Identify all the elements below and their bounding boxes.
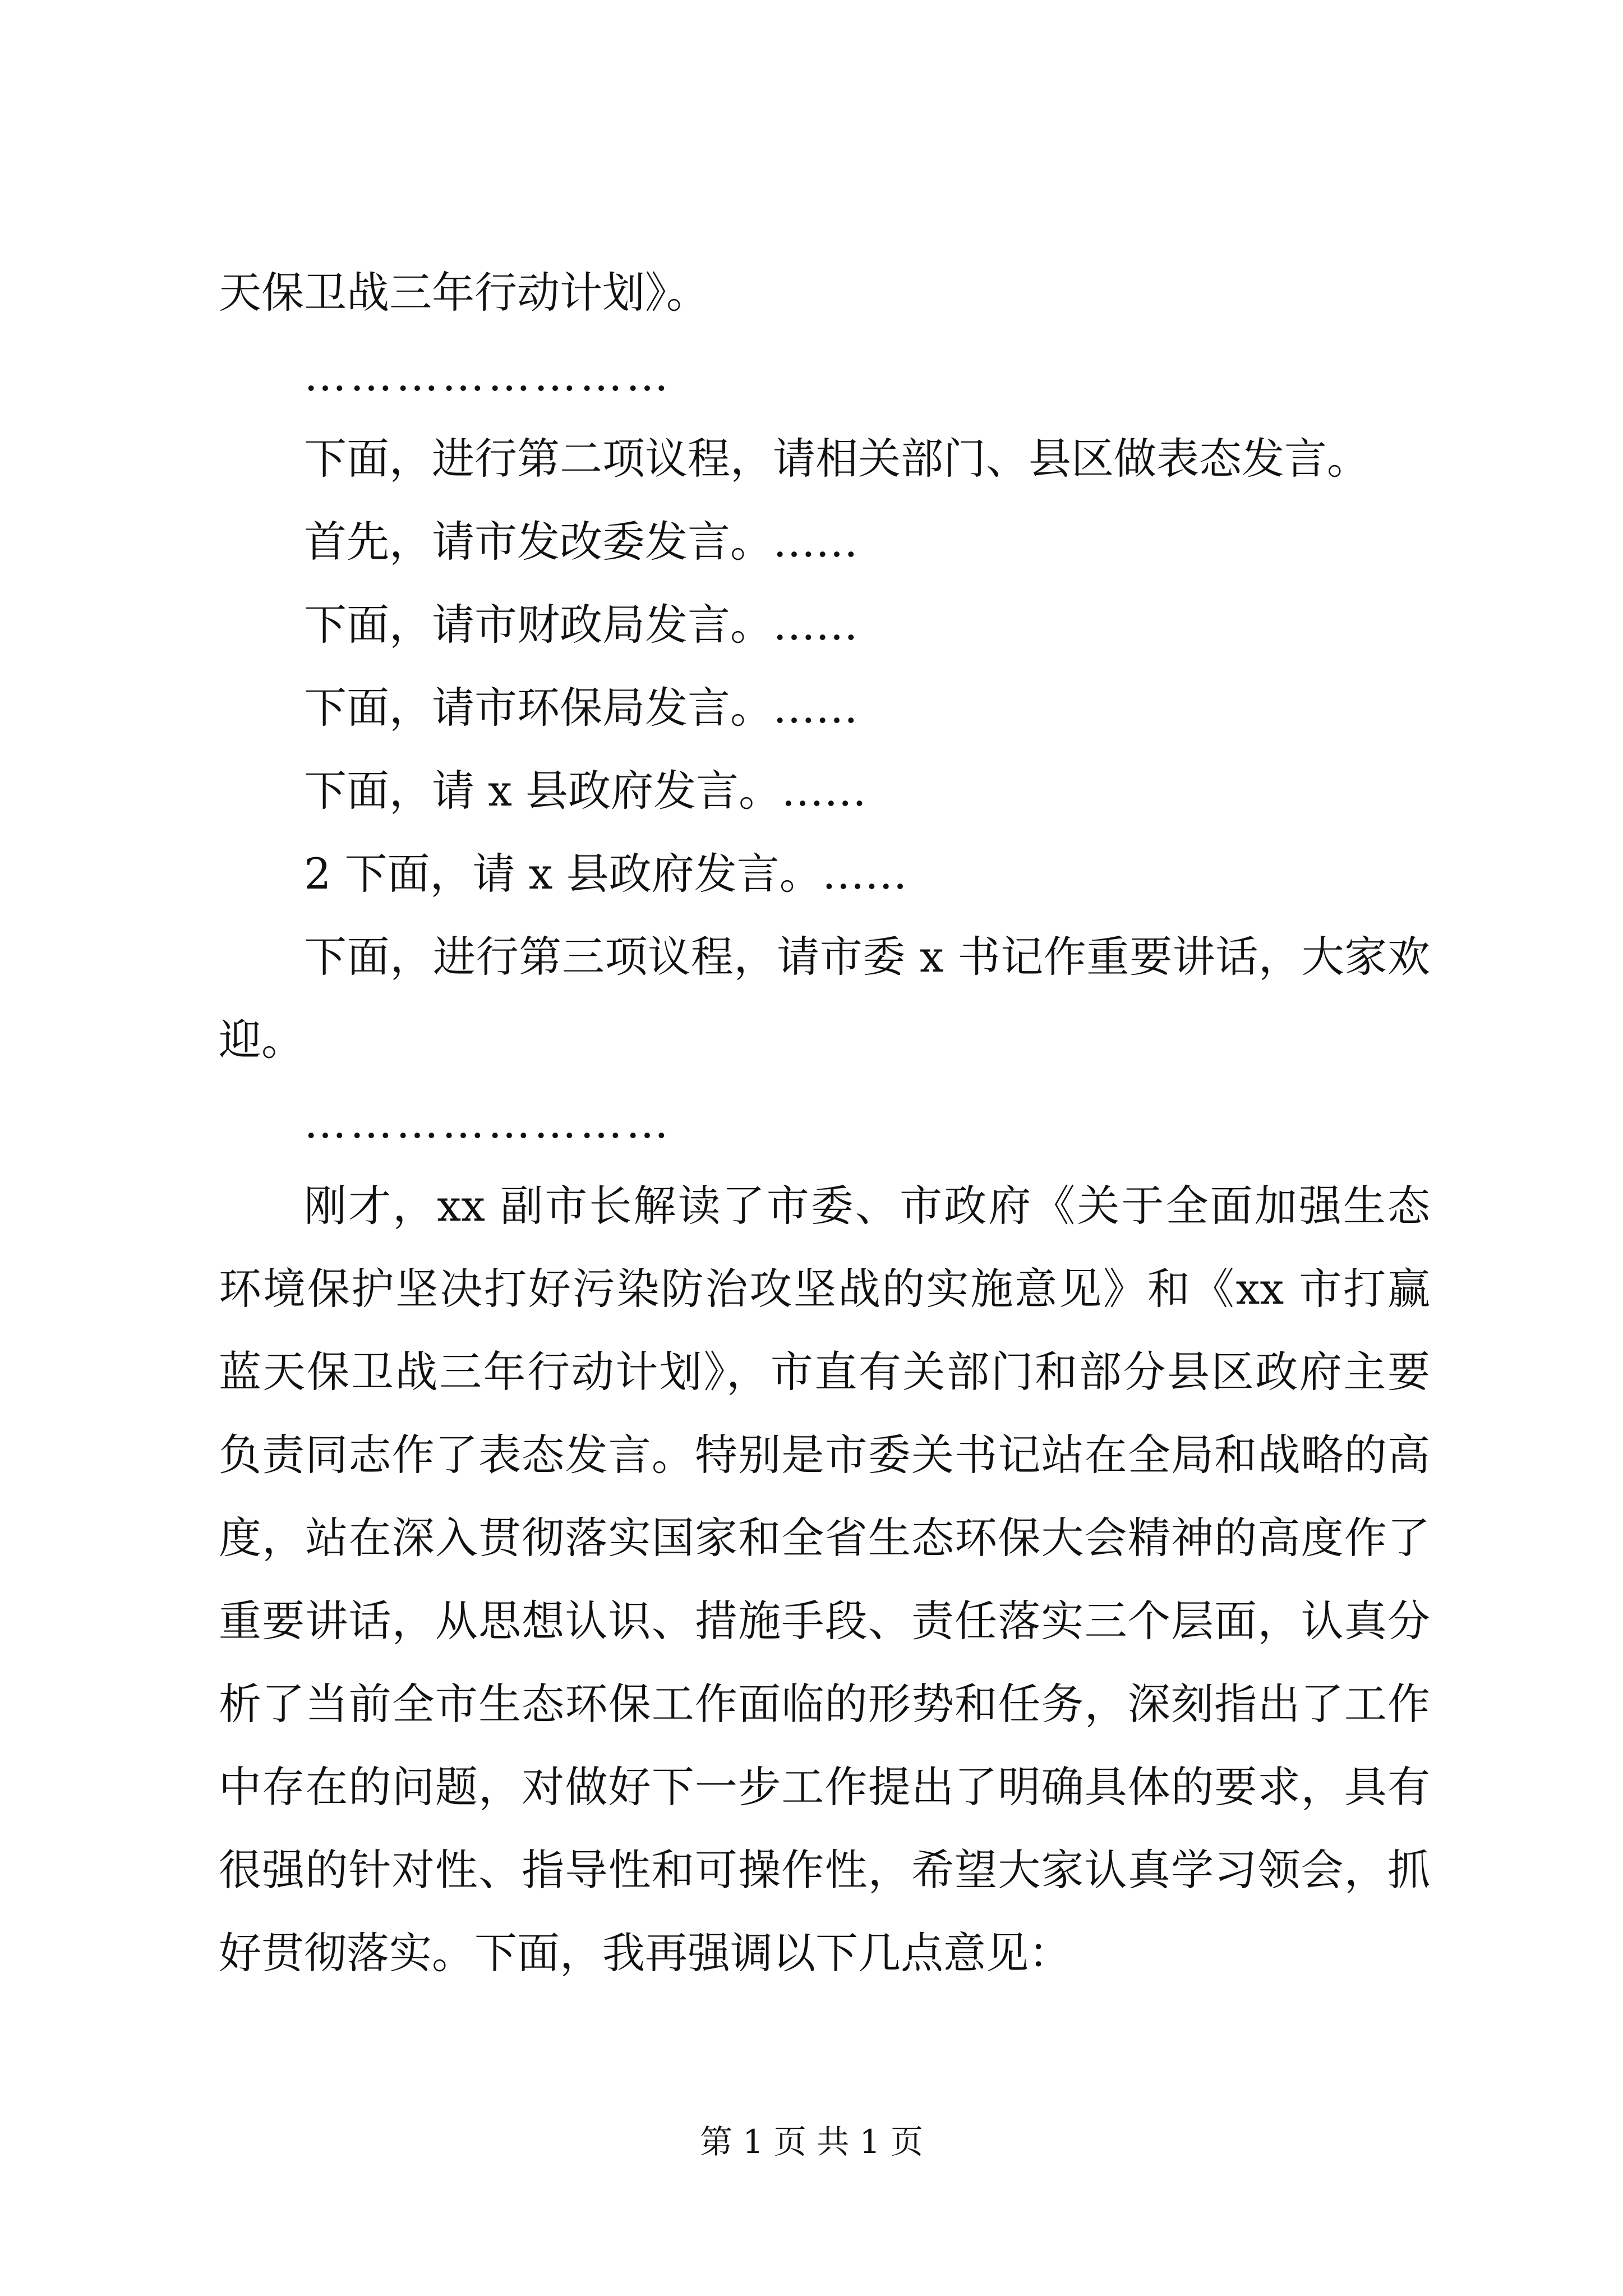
paragraph-line: 2 下面，请 x 县政府发言。…… — [304, 849, 907, 899]
document-body — [219, 251, 1430, 1995]
paragraph-line: 蓝天保卫战三年行动计划》，市直有关部门和部分县区政府主要 — [219, 1347, 1430, 1397]
paragraph-line: 环境保护坚决打好污染防治攻坚战的实施意见》和《xx 市打赢 — [219, 1264, 1430, 1314]
paragraph-line: 中存在的问题，对做好下一步工作提出了明确具体的要求，具有 — [219, 1762, 1430, 1812]
paragraph-line: 析了当前全市生态环保工作面临的形势和任务，深刻指出了工作 — [219, 1679, 1430, 1729]
paragraph-line: 下面，进行第三项议程，请市委 x 书记作重要讲话，大家欢 — [304, 932, 1430, 982]
ellipsis-separator: …………………… — [304, 1098, 672, 1148]
paragraph-line: 好贯彻落实。下面，我再强调以下几点意见： — [219, 1928, 1071, 1978]
paragraph-line: 很强的针对性、指导性和可操作性，希望大家认真学习领会，抓 — [219, 1845, 1430, 1895]
paragraph-line: 下面，进行第二项议程，请相关部门、县区做表态发言。 — [304, 434, 1370, 484]
paragraph-line: 天保卫战三年行动计划》。 — [219, 268, 709, 318]
paragraph-line: 刚才，xx 副市长解读了市委、市政府《关于全面加强生态 — [304, 1181, 1430, 1231]
paragraph-line: 下面，请市环保局发言。…… — [304, 683, 858, 733]
ellipsis-separator: …………………… — [304, 351, 672, 401]
paragraph-line: 度，站在深入贯彻落实国家和全省生态环保大会精神的高度作了 — [219, 1513, 1430, 1563]
paragraph-line: 负责同志作了表态发言。特别是市委关书记站在全局和战略的高 — [219, 1430, 1430, 1480]
page-footer: 第 1 页 共 1 页 — [700, 2123, 923, 2161]
paragraph-line: 重要讲话，从思想认识、措施手段、责任落实三个层面，认真分 — [219, 1596, 1430, 1646]
paragraph-line: 迎。 — [219, 1015, 304, 1065]
paragraph-line: 下面，请 x 县政府发言。…… — [304, 766, 867, 816]
paragraph-line: 首先，请市发改委发言。…… — [304, 517, 858, 567]
paragraph-line: 下面，请市财政局发言。…… — [304, 600, 858, 650]
